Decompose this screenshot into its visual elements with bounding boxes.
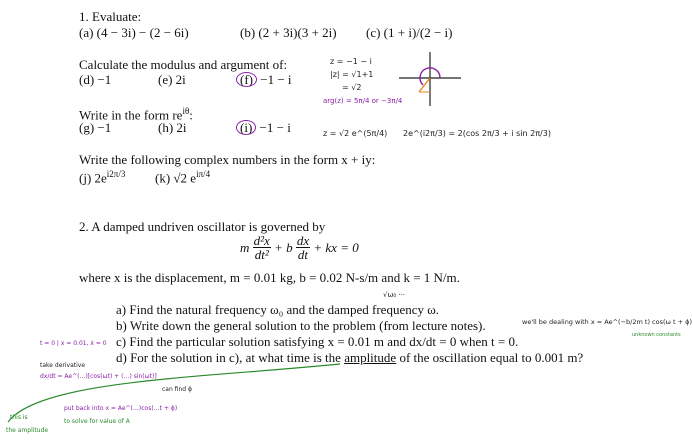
q1-part-j (79, 167, 125, 185)
annot-put-back: put back into x = Ae^(…)cos(…t + ϕ) (64, 405, 178, 412)
part-d-pre: d) For the solution in c), at what time is the (116, 350, 345, 365)
form-prompt-text: Write in the form re (79, 107, 183, 123)
q1-part-a: (a) (4 − 3i) − (2 − 6i) (79, 25, 189, 40)
annot-polar2: 2e^(i2π/3) = 2(cos 2π/3 + i sin 2π/3) (403, 129, 551, 138)
part-j-text: (j) 2e (79, 170, 107, 186)
modulus-prompt: Calculate the modulus and argument of: (79, 57, 288, 72)
eq-frac1-den: dt² (254, 247, 269, 262)
annot-sqrt-w: √ω₀ ··· (383, 291, 406, 299)
part-k-sup: iπ/4 (196, 169, 211, 179)
connector-curve (8, 364, 340, 422)
annot-init-conds: t = 0 | x = 0.01, ẋ = 0 (40, 340, 107, 347)
annot-polar: z = √2 e^(5π/4) (323, 129, 388, 138)
part-i-value: −1 − i (259, 120, 291, 135)
q1-part-c: (c) (1 + i)/(2 − i) (366, 25, 453, 40)
form-prompt-sup: iθ (182, 106, 190, 116)
q2-part-c: c) Find the particular solution satisfying x = 0.01 m and dx/dt = 0 when t = 0. (116, 334, 519, 349)
annot-deriv-eq: dx/dt = Ae^(…)[cos(ωt) + (…) sin(ωt)] (40, 373, 157, 380)
eq-frac1-num: d²x (253, 233, 270, 248)
q1-part-f (236, 72, 292, 87)
q1-part-i (236, 120, 291, 135)
eq-first-derivative (296, 234, 310, 261)
eq-mass: m (240, 240, 250, 255)
q2-part-a: a) Find the natural frequency ω₀ and the damped frequency ω. (116, 302, 440, 317)
annot-z-def: z = −1 − i (330, 57, 372, 66)
annot-arg: arg(z) = 5π/4 or −3π/4 (323, 97, 403, 105)
annot-modulus-eq: = √2 (342, 83, 362, 92)
part-i-circled-label: (i) (236, 120, 256, 135)
part-k-text: (k) √2 e (155, 170, 197, 186)
eq-plus-b: + b (274, 240, 293, 255)
annot-modulus: |z| = √1+1 (330, 70, 374, 79)
part-j-sup: i2π/3 (106, 169, 126, 179)
q1-title: 1. Evaluate: (79, 9, 142, 24)
ode-equation (240, 234, 359, 266)
annot-solve-a: to solve for value of A (64, 418, 130, 425)
part-d-amplitude: amplitude (344, 350, 397, 365)
amplitude-connector (0, 360, 380, 440)
xiy-prompt: Write the following complex numbers in the form x + iy: (79, 152, 376, 167)
q1-part-d: (d) −1 (79, 72, 112, 87)
q2-where: where x is the displacement, m = 0.01 kg, b = 0.02 N-s/m and k = 1 N/m. (79, 270, 460, 285)
annot-take-deriv: take derivative (40, 362, 86, 369)
argand-sketch (395, 48, 465, 108)
part-f-circled-label: (f) (236, 72, 257, 87)
eq-frac2-den: dt (297, 247, 309, 262)
form-prompt-colon: : (189, 107, 193, 123)
annot-unknown-consts: unknown constants (632, 332, 681, 338)
eq-frac2-num: dx (296, 233, 310, 248)
annot-amplitude-note: the amplitude (6, 427, 49, 434)
eq-rest: + kx = 0 (313, 240, 359, 255)
q2-title: 2. A damped undriven oscillator is governed by (79, 219, 326, 234)
annot-can-find: can find ϕ (162, 386, 192, 393)
part-f-value: −1 − i (260, 72, 292, 87)
q1-part-k (155, 167, 210, 185)
q1-part-b: (b) (2 + 3i)(3 + 2i) (240, 25, 337, 40)
q1-part-e: (e) 2i (158, 72, 186, 87)
part-d-post: of the oscillation equal to 0.001 m? (396, 350, 584, 365)
q1-part-g: (g) −1 (79, 120, 112, 135)
annot-general-sol: we'll be dealing with x = Ae^(−b/2m t) cos(ω t + ϕ) (522, 318, 692, 326)
q2-part-b: b) Write down the general solution to the problem (from lecture notes). (116, 318, 486, 333)
q1-part-h: (h) 2i (158, 120, 187, 135)
annot-this-is: this is (10, 414, 28, 421)
eq-second-derivative (253, 234, 271, 261)
